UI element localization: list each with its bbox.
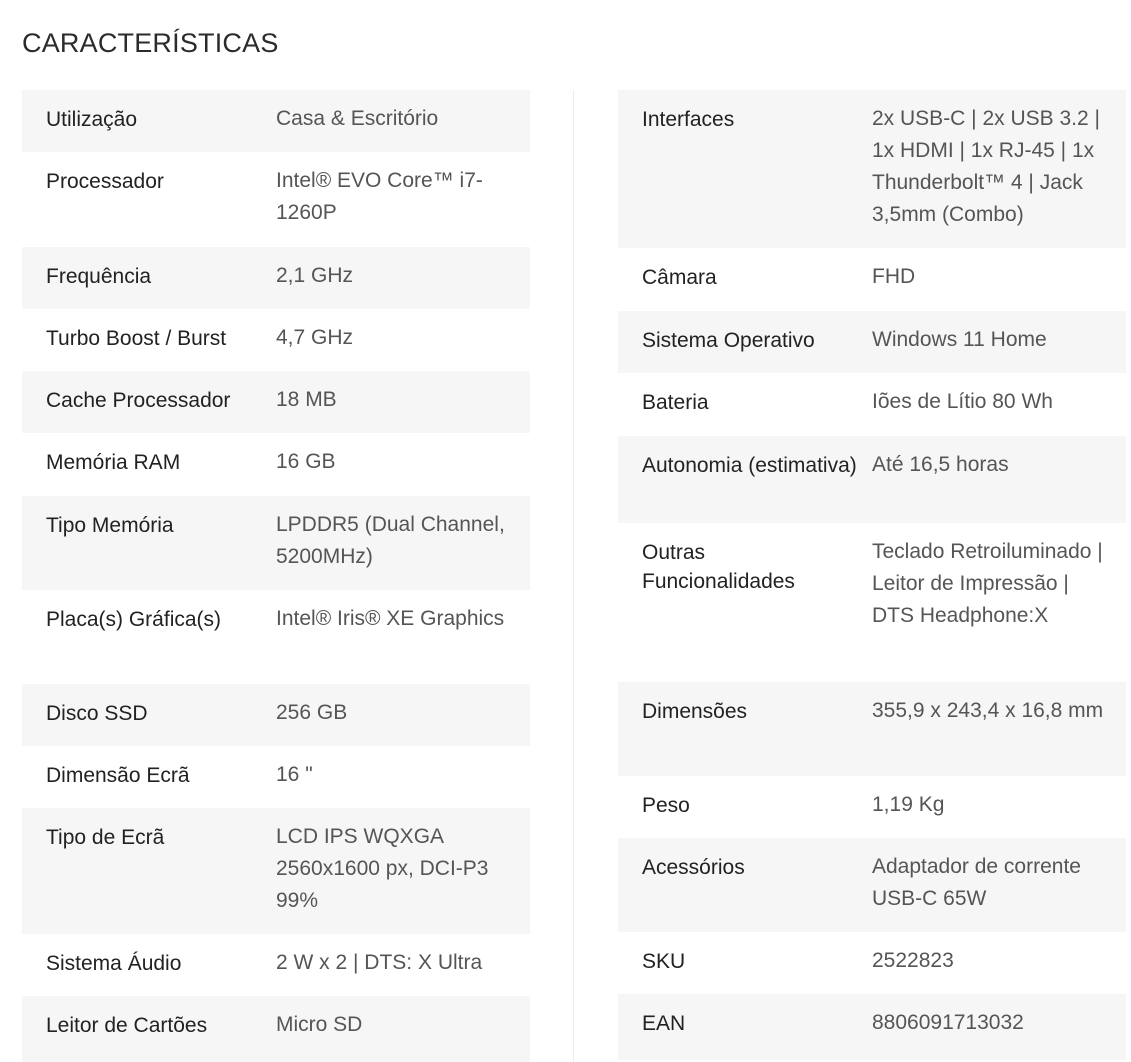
spec-row-frequencia [22, 247, 530, 309]
spec-row-leitor-cartoes [22, 996, 530, 1062]
spec-label: Dimensão Ecrã [46, 764, 190, 787]
spec-row-dimensao-ecra [22, 746, 530, 808]
spec-row-cache [22, 371, 530, 433]
spec-row-turbo [22, 309, 530, 371]
spec-value: Micro SD [276, 1013, 363, 1036]
spec-row-ram [22, 433, 530, 496]
spec-label: Peso [642, 794, 690, 817]
spec-row-tipo-memoria [22, 496, 530, 590]
spec-value: 2,1 GHz [276, 264, 354, 287]
spec-label: Tipo de Ecrã [46, 826, 165, 849]
spec-row-dimensoes [618, 682, 1126, 776]
spec-row-tipo-ecra [22, 808, 530, 934]
spec-row-sistema-operativo [618, 311, 1126, 373]
spec-value: Até 16,5 horas [872, 453, 1009, 476]
spec-label: Sistema Áudio [46, 952, 182, 975]
spec-value: 2x USB-C | 2x USB 3.2 | 1x HDMI | 1x RJ-45 | 1x Thunderbolt™ 4 | Jack 3,5mm (Combo) [872, 107, 1100, 226]
spec-label: Interfaces [642, 108, 735, 131]
spec-row-utilizacao [22, 90, 530, 152]
spec-label: Memória RAM [46, 451, 181, 474]
spec-value: 8806091713032 [872, 1011, 1024, 1034]
spec-label: Câmara [642, 266, 717, 289]
spec-label: EAN [642, 1012, 686, 1035]
spec-value: FHD [872, 265, 916, 288]
spec-label: Acessórios [642, 856, 745, 879]
spec-value: 256 GB [276, 701, 348, 724]
spec-value: LPDDR5 (Dual Channel, 5200MHz) [276, 513, 505, 568]
spec-row-peso [618, 776, 1126, 838]
spec-value: 2 W x 2 | DTS: X Ultra [276, 951, 483, 974]
spec-row-bateria [618, 373, 1126, 436]
spec-label: Frequência [46, 265, 152, 288]
spec-label: Placa(s) Gráfica(s) [46, 608, 222, 631]
spec-label: Cache Processador [46, 389, 231, 412]
spec-label: Outras Funcionalidades [642, 541, 795, 593]
spec-label: Bateria [642, 391, 709, 414]
spec-label: Autonomia (estimativa) [642, 454, 857, 477]
spec-row-ssd [22, 684, 530, 746]
spec-row-interfaces [618, 90, 1126, 248]
spec-value: Intel® EVO Core™ i7-1260P [276, 169, 483, 224]
spec-row-ean [618, 994, 1126, 1060]
column-divider [573, 90, 574, 1062]
spec-label: SKU [642, 950, 686, 973]
spec-value: LCD IPS WQXGA 2560x1600 px, DCI-P3 99% [276, 825, 489, 912]
spec-value: 18 MB [276, 388, 337, 411]
spec-row-audio [22, 934, 530, 996]
spec-label: Dimensões [642, 700, 748, 723]
spec-label: Disco SSD [46, 702, 148, 725]
spec-value: 16 GB [276, 450, 336, 473]
spec-row-outras [618, 523, 1126, 682]
spec-label: Processador [46, 170, 164, 193]
spec-row-processador [22, 152, 530, 247]
section-title: CARACTERÍSTICAS [22, 28, 279, 58]
spec-row-camara [618, 248, 1126, 311]
spec-label: Turbo Boost / Burst [46, 327, 227, 350]
spec-label: Utilização [46, 108, 138, 131]
spec-value: 2522823 [872, 949, 954, 972]
spec-row-sku [618, 932, 1126, 994]
spec-label: Sistema Operativo [642, 329, 815, 352]
spec-label: Leitor de Cartões [46, 1014, 208, 1037]
spec-value: Windows 11 Home [872, 328, 1047, 351]
spec-row-acessorios [618, 838, 1126, 932]
spec-value: 4,7 GHz [276, 326, 354, 349]
spec-label: Tipo Memória [46, 514, 174, 537]
spec-value: Casa & Escritório [276, 107, 439, 130]
specs-table-right [618, 90, 1126, 1060]
spec-value: Adaptador de corrente USB-C 65W [872, 855, 1081, 910]
spec-value: Intel® Iris® XE Graphics [276, 607, 505, 630]
spec-row-grafica [22, 590, 530, 684]
spec-value: 16 " [276, 763, 313, 786]
spec-value: Iões de Lítio 80 Wh [872, 390, 1053, 413]
spec-row-autonomia [618, 436, 1126, 523]
spec-value: Teclado Retroiluminado | Leitor de Impressão | DTS Headphone:X [872, 540, 1103, 627]
spec-value: 1,19 Kg [872, 793, 945, 816]
specs-table-left [22, 90, 530, 1062]
spec-value: 355,9 x 243,4 x 16,8 mm [872, 699, 1104, 722]
